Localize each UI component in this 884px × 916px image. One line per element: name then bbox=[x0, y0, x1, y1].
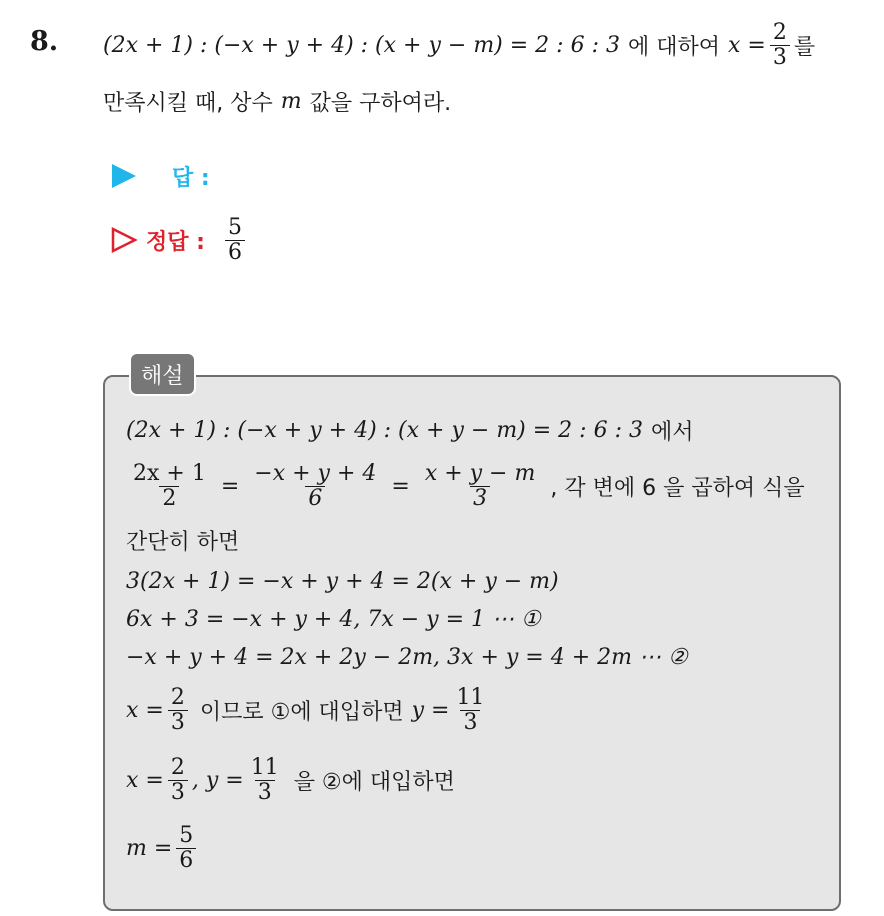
fraction-numerator: 2 bbox=[170, 685, 185, 711]
fraction-denominator: 6 bbox=[305, 486, 325, 510]
x-value-fraction bbox=[168, 686, 188, 733]
fraction-numerator: 2 bbox=[772, 20, 787, 46]
fraction-2 bbox=[251, 462, 379, 509]
fraction-numerator: −x + y + 4 bbox=[254, 461, 377, 487]
answer-row bbox=[110, 160, 210, 192]
y-value-fraction bbox=[453, 686, 487, 733]
fraction-numerator: 5 bbox=[179, 823, 194, 849]
solution-text: 을 ②에 대입하면 bbox=[293, 769, 455, 795]
fraction-denominator: 2 bbox=[159, 486, 179, 510]
solution-text: , 각 변에 6 을 곱하여 식을 bbox=[550, 475, 805, 501]
solution-line-9 bbox=[126, 820, 200, 876]
outline-triangle-icon bbox=[110, 227, 138, 253]
fraction-numerator: x + y − m bbox=[424, 461, 536, 487]
fraction-denominator: 3 bbox=[770, 45, 790, 69]
question-connector: 에 대하여 bbox=[627, 34, 720, 60]
fraction-denominator: 3 bbox=[460, 710, 480, 734]
solution-text: 에서 bbox=[650, 419, 694, 445]
y-equals: y = bbox=[411, 697, 450, 723]
x-value-fraction bbox=[168, 756, 188, 803]
y-value-fraction bbox=[248, 756, 282, 803]
fraction-denominator: 3 bbox=[470, 486, 490, 510]
x-equals: x = bbox=[727, 32, 766, 58]
solution-text: 이므로 ①에 대입하면 bbox=[199, 699, 404, 725]
x-value-fraction bbox=[770, 21, 790, 68]
question-suffix: 를 bbox=[793, 34, 816, 60]
equals-sign: = bbox=[220, 473, 240, 499]
solution-line-7 bbox=[126, 682, 491, 738]
variable-m: m bbox=[280, 88, 302, 114]
x-equals: x = bbox=[126, 767, 164, 793]
solution-line-1 bbox=[126, 412, 693, 448]
solution-line-2 bbox=[126, 458, 805, 514]
fraction-denominator: 6 bbox=[176, 848, 196, 872]
fraction-3 bbox=[422, 462, 539, 509]
question-text-end: 값을 구하여라. bbox=[309, 90, 452, 116]
m-equals: m = bbox=[126, 835, 173, 861]
correct-answer-fraction bbox=[225, 216, 245, 263]
solution-line-3: 간단히 하면 bbox=[126, 529, 240, 555]
question-number: 8. bbox=[30, 26, 59, 57]
solution-line-6: −x + y + 4 = 2x + 2y − 2m, 3x + y = 4 + 2m ⋯ ② bbox=[126, 644, 688, 670]
x-equals: x = bbox=[126, 697, 164, 723]
fraction-numerator: 2x + 1 bbox=[133, 461, 206, 487]
ratio-expression: (2x + 1) : (−x + y + 4) : (x + y − m) = 2 : 6 : 3 bbox=[103, 32, 620, 58]
equals-sign: = bbox=[391, 473, 410, 499]
question-text: 만족시킬 때, 상수 bbox=[103, 90, 273, 116]
fraction-1 bbox=[130, 462, 209, 509]
question-line-2 bbox=[103, 84, 451, 118]
correct-answer-label: 정답 : bbox=[146, 229, 205, 255]
question-line-1 bbox=[103, 20, 815, 70]
solution-ratio: (2x + 1) : (−x + y + 4) : (x + y − m) = 2 : 6 : 3 bbox=[126, 417, 643, 443]
solution-line-8 bbox=[126, 752, 455, 808]
fraction-numerator: 2 bbox=[170, 755, 185, 781]
solution-line-4: 3(2x + 1) = −x + y + 4 = 2(x + y − m) bbox=[126, 568, 559, 594]
solution-tag: 해설 bbox=[129, 352, 196, 396]
fraction-denominator: 3 bbox=[255, 780, 275, 804]
correct-answer-row bbox=[110, 212, 249, 268]
fraction-denominator: 3 bbox=[168, 710, 188, 734]
m-value-fraction bbox=[176, 824, 196, 871]
fraction-denominator: 6 bbox=[225, 240, 245, 264]
solution-line-5: 6x + 3 = −x + y + 4, 7x − y = 1 ⋯ ① bbox=[126, 606, 541, 632]
fraction-numerator: 5 bbox=[227, 215, 242, 241]
answer-label: 답 : bbox=[172, 165, 210, 191]
fraction-numerator: 11 bbox=[456, 685, 485, 711]
play-triangle-icon bbox=[110, 163, 138, 189]
y-equals: , y = bbox=[191, 767, 244, 793]
fraction-denominator: 3 bbox=[168, 780, 188, 804]
fraction-numerator: 11 bbox=[250, 755, 279, 781]
